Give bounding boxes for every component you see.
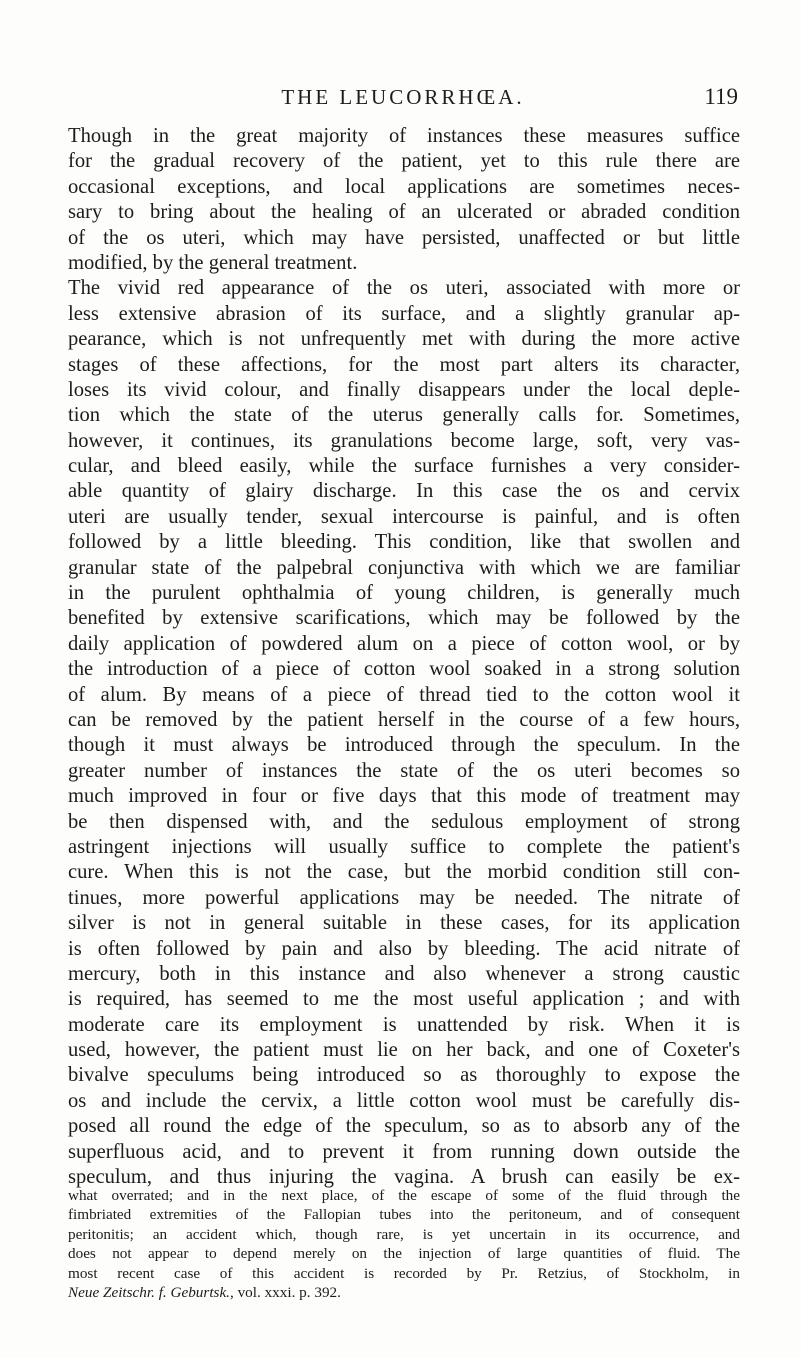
text-line: Though in the great majority of instances these measures suffice	[68, 125, 740, 147]
running-head	[68, 82, 738, 112]
text-line: much improved in four or five days that this mode of treatment may	[68, 785, 740, 808]
text-line: of the os uteri, which may have persisted, unaffected or but little	[68, 226, 740, 249]
footnote-line-citation	[68, 1283, 740, 1302]
text-line: able quantity of glairy discharge. In this case the os and cervix	[68, 480, 740, 503]
text-line: granular state of the palpebral conjunctiva with which we are familiar	[68, 556, 740, 579]
text-line: though it must always be introduced through the speculum. In the	[68, 734, 740, 757]
text-line: mercury, both in this instance and also whenever a strong caustic	[68, 962, 740, 985]
text-line: can be removed by the patient herself in the course of a few hours,	[68, 708, 740, 731]
footnote-line: fimbriated extremities of the Fallopian tubes into the peritoneum, and of consequent	[68, 1206, 740, 1224]
citation-volume: , vol. xxxi. p. 392.	[229, 1283, 341, 1301]
text-line: silver is not in general suitable in these cases, for its application	[68, 912, 740, 935]
text-line: speculum, and thus injuring the vagina. A brush can easily be ex-	[68, 1166, 740, 1189]
text-line: cure. When this is not the case, but the morbid condition still con-	[68, 861, 740, 884]
text-line: less extensive abrasion of its surface, and a slightly granular ap-	[68, 302, 740, 325]
text-line: in the purulent ophthalmia of young children, is generally much	[68, 582, 740, 605]
text-line: occasional exceptions, and local applications are sometimes neces-	[68, 175, 740, 198]
text-line: the introduction of a piece of cotton wool soaked in a strong solution	[68, 658, 740, 681]
text-line: pearance, which is not unfrequently met with during the more active	[68, 328, 740, 351]
text-line: is often followed by pain and also by bleeding. The acid nitrate of	[68, 937, 740, 960]
footnote-line: what overrated; and in the next place, of the escape of some of the fluid through the	[68, 1187, 740, 1204]
journal-title: Neue Zeitschr. f. Geburtsk.	[68, 1283, 230, 1301]
footnote-line: peritonitis; an accident which, though rare, is yet uncertain in its occurrence, and	[68, 1225, 740, 1243]
text-line: greater number of instances the state of the os uteri becomes so	[68, 759, 740, 782]
text-line: of alum. By means of a piece of thread tied to the cotton wool it	[68, 683, 740, 706]
text-line: however, it continues, its granulations become large, soft, very vas-	[68, 429, 740, 452]
text-line: modified, by the general treatment.	[68, 251, 358, 274]
text-line: superfluous acid, and to prevent it from running down outside the	[68, 1140, 740, 1163]
footnote-line: most recent case of this accident is recorded by Pr. Retzius, of Stockholm, in	[68, 1264, 740, 1282]
text-line: posed all round the edge of the speculum, so as to absorb any of the	[68, 1115, 740, 1138]
body-text	[68, 124, 740, 1190]
text-line: tion which the state of the uterus generally calls for. Sometimes,	[68, 404, 740, 427]
text-line: The vivid red appearance of the os uteri, associated with more or	[68, 277, 740, 300]
text-line: followed by a little bleeding. This condition, like that swollen and	[68, 531, 740, 554]
text-line: loses its vivid colour, and finally disappears under the local deple-	[68, 378, 740, 401]
text-line: stages of these affections, for the most part alters its character,	[68, 353, 740, 376]
text-line: is required, has seemed to me the most useful application ; and with	[68, 988, 740, 1011]
footnote	[68, 1186, 740, 1302]
footnote-line: does not appear to depend merely on the injection of large quantities of fluid. The	[68, 1245, 740, 1263]
text-line: astringent injections will usually suffice to complete the patient's	[68, 835, 740, 858]
text-line: sary to bring about the healing of an ulcerated or abraded condition	[68, 201, 740, 224]
text-line: bivalve speculums being introduced so as thoroughly to expose the	[68, 1064, 740, 1087]
text-line: used, however, the patient must lie on her back, and one of Coxeter's	[68, 1039, 740, 1062]
text-line: tinues, more powerful applications may be needed. The nitrate of	[68, 886, 740, 909]
text-line: cular, and bleed easily, while the surface furnishes a very consider-	[68, 455, 740, 478]
text-line: uteri are usually tender, sexual intercourse is painful, and is often	[68, 505, 740, 528]
text-line: os and include the cervix, a little cotton wool must be carefully dis-	[68, 1089, 740, 1112]
text-line: daily application of powdered alum on a piece of cotton wool, or by	[68, 632, 740, 655]
text-line: benefited by extensive scarifications, which may be followed by the	[68, 607, 740, 630]
running-title: THE LEUCORRHŒA.	[281, 85, 525, 109]
text-line: moderate care its employment is unattended by risk. When it is	[68, 1013, 740, 1036]
text-line: for the gradual recovery of the patient, yet to this rule there are	[68, 150, 740, 173]
page-number: 119	[704, 84, 738, 109]
text-line: be then dispensed with, and the sedulous employment of strong	[68, 810, 740, 833]
